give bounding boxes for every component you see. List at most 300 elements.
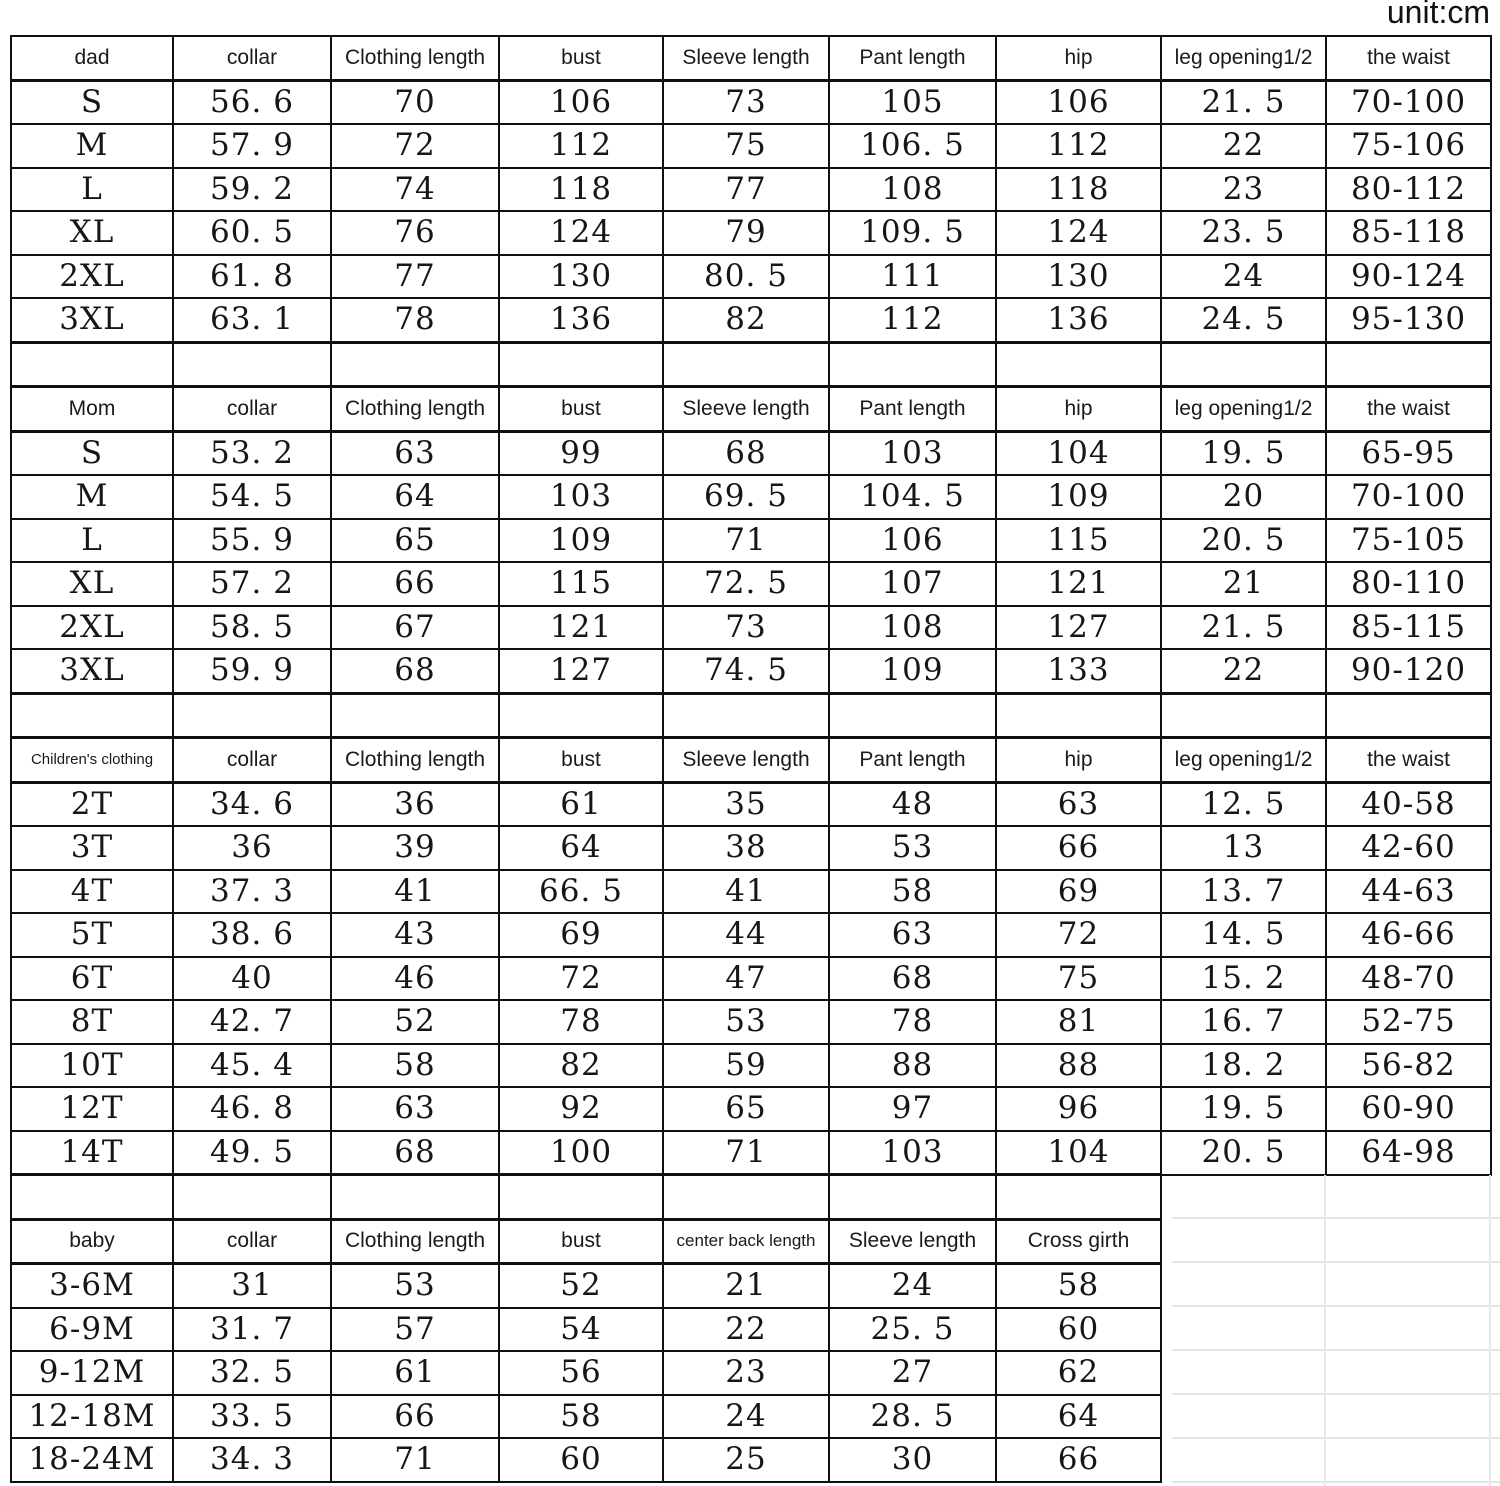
children-table-row <box>11 870 1491 914</box>
data-cell: 48-70 <box>1326 957 1491 1001</box>
empty-cell <box>11 693 173 738</box>
data-cell: L <box>11 519 173 563</box>
data-cell: 88 <box>829 1044 996 1088</box>
data-cell: 56. 6 <box>173 80 331 124</box>
data-cell: 77 <box>663 168 829 212</box>
data-cell: 104. 5 <box>829 475 996 519</box>
data-cell: 88 <box>996 1044 1161 1088</box>
data-cell: 65-95 <box>1326 431 1491 475</box>
data-cell: 108 <box>829 168 996 212</box>
data-cell: 46 <box>331 957 499 1001</box>
header-cell: center back length <box>663 1219 829 1264</box>
data-cell: 115 <box>499 562 663 606</box>
header-cell: Sleeve length <box>829 1219 996 1264</box>
header-cell: the waist <box>1326 36 1491 80</box>
empty-cell <box>663 1175 829 1220</box>
data-cell: 127 <box>499 649 663 693</box>
empty-cell <box>499 342 663 387</box>
data-cell: 69. 5 <box>663 475 829 519</box>
data-cell: 121 <box>996 562 1161 606</box>
data-cell: 127 <box>996 606 1161 650</box>
dad-table-row <box>11 298 1491 342</box>
data-cell: 64 <box>331 475 499 519</box>
data-cell: 73 <box>663 606 829 650</box>
data-cell: 96 <box>996 1087 1161 1131</box>
data-cell: 58. 5 <box>173 606 331 650</box>
data-cell: 45. 4 <box>173 1044 331 1088</box>
children-table-row <box>11 782 1491 826</box>
data-cell: 37. 3 <box>173 870 331 914</box>
data-cell: 2XL <box>11 255 173 299</box>
data-cell: 109 <box>829 649 996 693</box>
empty-cell <box>829 1175 996 1220</box>
header-cell: bust <box>499 36 663 80</box>
data-cell: 109. 5 <box>829 211 996 255</box>
children-table-row <box>11 957 1491 1001</box>
data-cell: 65 <box>663 1087 829 1131</box>
data-cell: 82 <box>663 298 829 342</box>
data-cell: 75 <box>663 124 829 168</box>
data-cell: 103 <box>829 431 996 475</box>
data-cell: 74 <box>331 168 499 212</box>
empty-cell <box>829 342 996 387</box>
header-cell: leg opening1/2 <box>1161 36 1326 80</box>
data-cell: 68 <box>829 957 996 1001</box>
data-cell: 24. 5 <box>1161 298 1326 342</box>
data-cell: 103 <box>829 1131 996 1175</box>
empty-cell <box>1326 1351 1491 1395</box>
empty-cell <box>1161 1351 1326 1395</box>
baby-table-row <box>11 1395 1491 1439</box>
header-cell: collar <box>173 738 331 783</box>
mom-table-row <box>11 606 1491 650</box>
grid-artifact-line <box>1489 1175 1491 1486</box>
children-table-row <box>11 1087 1491 1131</box>
mom-table-row <box>11 431 1491 475</box>
data-cell: 100 <box>499 1131 663 1175</box>
children-table-row <box>11 1044 1491 1088</box>
data-cell: 115 <box>996 519 1161 563</box>
data-cell: 130 <box>499 255 663 299</box>
data-cell: 10T <box>11 1044 173 1088</box>
data-cell: 69 <box>996 870 1161 914</box>
data-cell: 68 <box>331 649 499 693</box>
dad-table-row <box>11 211 1491 255</box>
data-cell: 107 <box>829 562 996 606</box>
spacer-row <box>11 342 1491 387</box>
data-cell: 35 <box>663 782 829 826</box>
data-cell: 23 <box>663 1351 829 1395</box>
data-cell: 80. 5 <box>663 255 829 299</box>
data-cell: 44 <box>663 913 829 957</box>
data-cell: 27 <box>829 1351 996 1395</box>
size-table <box>10 35 1492 1483</box>
data-cell: 112 <box>996 124 1161 168</box>
data-cell: 71 <box>663 519 829 563</box>
data-cell: 99 <box>499 431 663 475</box>
data-cell: 58 <box>331 1044 499 1088</box>
data-cell: 24 <box>1161 255 1326 299</box>
data-cell: 109 <box>996 475 1161 519</box>
data-cell: 56-82 <box>1326 1044 1491 1088</box>
data-cell: 30 <box>829 1438 996 1482</box>
data-cell: 20. 5 <box>1161 1131 1326 1175</box>
header-cell: Sleeve length <box>663 738 829 783</box>
data-cell: 22 <box>1161 124 1326 168</box>
header-cell: Mom <box>11 387 173 432</box>
data-cell: 38. 6 <box>173 913 331 957</box>
data-cell: 136 <box>996 298 1161 342</box>
data-cell: 8T <box>11 1000 173 1044</box>
data-cell: 66. 5 <box>499 870 663 914</box>
children-header-row <box>11 738 1491 783</box>
data-cell: 95-130 <box>1326 298 1491 342</box>
data-cell: 78 <box>331 298 499 342</box>
data-cell: 23 <box>1161 168 1326 212</box>
empty-cell <box>996 342 1161 387</box>
data-cell: 43 <box>331 913 499 957</box>
empty-cell <box>1326 1219 1491 1264</box>
data-cell: 41 <box>331 870 499 914</box>
data-cell: 24 <box>829 1264 996 1308</box>
data-cell: 3XL <box>11 649 173 693</box>
data-cell: 47 <box>663 957 829 1001</box>
header-cell: Pant length <box>829 387 996 432</box>
data-cell: 133 <box>996 649 1161 693</box>
data-cell: 23. 5 <box>1161 211 1326 255</box>
data-cell: 61. 8 <box>173 255 331 299</box>
data-cell: 16. 7 <box>1161 1000 1326 1044</box>
data-cell: 42-60 <box>1326 826 1491 870</box>
data-cell: 53 <box>829 826 996 870</box>
data-cell: XL <box>11 211 173 255</box>
data-cell: 85-115 <box>1326 606 1491 650</box>
data-cell: 77 <box>331 255 499 299</box>
header-cell: collar <box>173 1219 331 1264</box>
data-cell: 109 <box>499 519 663 563</box>
children-table-row <box>11 913 1491 957</box>
data-cell: 38 <box>663 826 829 870</box>
data-cell: 118 <box>499 168 663 212</box>
data-cell: 2T <box>11 782 173 826</box>
data-cell: 39 <box>331 826 499 870</box>
empty-cell <box>11 1175 173 1220</box>
dad-table-row <box>11 168 1491 212</box>
empty-cell <box>1161 1175 1326 1220</box>
data-cell: 21 <box>663 1264 829 1308</box>
data-cell: 61 <box>499 782 663 826</box>
empty-cell <box>1161 1438 1326 1482</box>
data-cell: 75 <box>996 957 1161 1001</box>
mom-table-row <box>11 475 1491 519</box>
data-cell: 67 <box>331 606 499 650</box>
data-cell: 68 <box>331 1131 499 1175</box>
data-cell: 21. 5 <box>1161 80 1326 124</box>
data-cell: 124 <box>996 211 1161 255</box>
data-cell: 12T <box>11 1087 173 1131</box>
data-cell: 78 <box>829 1000 996 1044</box>
data-cell: 70 <box>331 80 499 124</box>
data-cell: 92 <box>499 1087 663 1131</box>
data-cell: 90-120 <box>1326 649 1491 693</box>
header-cell: collar <box>173 387 331 432</box>
empty-cell <box>1161 693 1326 738</box>
data-cell: 2XL <box>11 606 173 650</box>
data-cell: 41 <box>663 870 829 914</box>
data-cell: 15. 2 <box>1161 957 1326 1001</box>
data-cell: 55. 9 <box>173 519 331 563</box>
children-table-row <box>11 826 1491 870</box>
grid-artifact-line <box>1172 1217 1500 1219</box>
data-cell: M <box>11 475 173 519</box>
data-cell: 136 <box>499 298 663 342</box>
data-cell: 19. 5 <box>1161 1087 1326 1131</box>
data-cell: 60. 5 <box>173 211 331 255</box>
empty-cell <box>1161 1264 1326 1308</box>
empty-cell <box>829 693 996 738</box>
empty-cell <box>173 1175 331 1220</box>
data-cell: 3XL <box>11 298 173 342</box>
data-cell: 108 <box>829 606 996 650</box>
data-cell: 6T <box>11 957 173 1001</box>
empty-cell <box>1161 1395 1326 1439</box>
data-cell: 40 <box>173 957 331 1001</box>
data-cell: 79 <box>663 211 829 255</box>
grid-artifact-line <box>1172 1305 1500 1307</box>
data-cell: 46. 8 <box>173 1087 331 1131</box>
header-cell: the waist <box>1326 738 1491 783</box>
header-cell: Clothing length <box>331 387 499 432</box>
data-cell: 111 <box>829 255 996 299</box>
data-cell: 62 <box>996 1351 1161 1395</box>
header-cell: baby <box>11 1219 173 1264</box>
data-cell: 42. 7 <box>173 1000 331 1044</box>
header-cell: bust <box>499 387 663 432</box>
header-cell: dad <box>11 36 173 80</box>
data-cell: 60 <box>499 1438 663 1482</box>
data-cell: 71 <box>663 1131 829 1175</box>
mom-table-row <box>11 519 1491 563</box>
data-cell: 36 <box>173 826 331 870</box>
data-cell: 22 <box>1161 649 1326 693</box>
data-cell: 124 <box>499 211 663 255</box>
baby-table-row <box>11 1264 1491 1308</box>
data-cell: 13. 7 <box>1161 870 1326 914</box>
mom-table-row <box>11 649 1491 693</box>
data-cell: 44-63 <box>1326 870 1491 914</box>
data-cell: 70-100 <box>1326 80 1491 124</box>
data-cell: 82 <box>499 1044 663 1088</box>
data-cell: 5T <box>11 913 173 957</box>
data-cell: 54 <box>499 1308 663 1352</box>
baby-table-row <box>11 1308 1491 1352</box>
header-cell: Sleeve length <box>663 387 829 432</box>
empty-cell <box>663 693 829 738</box>
data-cell: 34. 3 <box>173 1438 331 1482</box>
data-cell: 54. 5 <box>173 475 331 519</box>
data-cell: 20. 5 <box>1161 519 1326 563</box>
data-cell: 6-9M <box>11 1308 173 1352</box>
data-cell: 75-106 <box>1326 124 1491 168</box>
empty-cell <box>663 342 829 387</box>
children-table-row <box>11 1131 1491 1175</box>
data-cell: 60-90 <box>1326 1087 1491 1131</box>
data-cell: 85-118 <box>1326 211 1491 255</box>
data-cell: 28. 5 <box>829 1395 996 1439</box>
data-cell: 68 <box>663 431 829 475</box>
data-cell: XL <box>11 562 173 606</box>
data-cell: 106. 5 <box>829 124 996 168</box>
data-cell: 74. 5 <box>663 649 829 693</box>
data-cell: 63 <box>331 1087 499 1131</box>
header-cell: leg opening1/2 <box>1161 738 1326 783</box>
data-cell: 12-18M <box>11 1395 173 1439</box>
data-cell: 75-105 <box>1326 519 1491 563</box>
data-cell: 72. 5 <box>663 562 829 606</box>
data-cell: 18. 2 <box>1161 1044 1326 1088</box>
header-cell: Sleeve length <box>663 36 829 80</box>
empty-cell <box>1326 1438 1491 1482</box>
data-cell: 25 <box>663 1438 829 1482</box>
grid-artifact-line <box>1172 1261 1500 1263</box>
data-cell: 52 <box>331 1000 499 1044</box>
empty-cell <box>331 1175 499 1220</box>
data-cell: 57. 2 <box>173 562 331 606</box>
header-cell: bust <box>499 738 663 783</box>
data-cell: 130 <box>996 255 1161 299</box>
data-cell: 66 <box>996 826 1161 870</box>
empty-cell <box>331 342 499 387</box>
empty-cell <box>1326 693 1491 738</box>
data-cell: 18-24M <box>11 1438 173 1482</box>
data-cell: S <box>11 431 173 475</box>
empty-cell <box>1161 1219 1326 1264</box>
data-cell: 103 <box>499 475 663 519</box>
spacer-row <box>11 693 1491 738</box>
data-cell: 104 <box>996 431 1161 475</box>
header-cell: collar <box>173 36 331 80</box>
mom-table-row <box>11 562 1491 606</box>
data-cell: 31 <box>173 1264 331 1308</box>
data-cell: 21 <box>1161 562 1326 606</box>
data-cell: 78 <box>499 1000 663 1044</box>
data-cell: 33. 5 <box>173 1395 331 1439</box>
data-cell: 3-6M <box>11 1264 173 1308</box>
baby-table-row <box>11 1438 1491 1482</box>
data-cell: 90-124 <box>1326 255 1491 299</box>
grid-artifact-line <box>1172 1437 1500 1439</box>
empty-cell <box>1326 1264 1491 1308</box>
children-table-row <box>11 1000 1491 1044</box>
data-cell: 12. 5 <box>1161 782 1326 826</box>
baby-header-row <box>11 1219 1491 1264</box>
header-cell: Pant length <box>829 738 996 783</box>
header-cell: Clothing length <box>331 1219 499 1264</box>
header-cell: Clothing length <box>331 36 499 80</box>
data-cell: 13 <box>1161 826 1326 870</box>
grid-artifact-line <box>1172 1393 1500 1395</box>
dad-table-row <box>11 255 1491 299</box>
data-cell: 81 <box>996 1000 1161 1044</box>
data-cell: 21. 5 <box>1161 606 1326 650</box>
data-cell: 31. 7 <box>173 1308 331 1352</box>
header-cell: bust <box>499 1219 663 1264</box>
empty-cell <box>1326 1308 1491 1352</box>
empty-cell <box>1326 1175 1491 1220</box>
data-cell: 63 <box>829 913 996 957</box>
data-cell: 61 <box>331 1351 499 1395</box>
data-cell: 53 <box>331 1264 499 1308</box>
mom-header-row <box>11 387 1491 432</box>
baby-table-row <box>11 1351 1491 1395</box>
data-cell: 56 <box>499 1351 663 1395</box>
data-cell: 121 <box>499 606 663 650</box>
empty-cell <box>1161 1308 1326 1352</box>
grid-artifact-line <box>1172 1349 1500 1351</box>
header-cell: the waist <box>1326 387 1491 432</box>
header-cell: hip <box>996 387 1161 432</box>
data-cell: 112 <box>499 124 663 168</box>
empty-cell <box>996 1175 1161 1220</box>
data-cell: 72 <box>331 124 499 168</box>
data-cell: 49. 5 <box>173 1131 331 1175</box>
data-cell: 24 <box>663 1395 829 1439</box>
header-cell: Clothing length <box>331 738 499 783</box>
data-cell: 64 <box>996 1395 1161 1439</box>
spacer-row <box>11 1175 1491 1220</box>
data-cell: 106 <box>996 80 1161 124</box>
data-cell: 66 <box>996 1438 1161 1482</box>
dad-header-row <box>11 36 1491 80</box>
grid-artifact-line <box>1172 1481 1500 1483</box>
data-cell: 14. 5 <box>1161 913 1326 957</box>
empty-cell <box>1326 342 1491 387</box>
empty-cell <box>173 342 331 387</box>
data-cell: 53. 2 <box>173 431 331 475</box>
data-cell: 97 <box>829 1087 996 1131</box>
data-cell: 64-98 <box>1326 1131 1491 1175</box>
data-cell: 66 <box>331 1395 499 1439</box>
data-cell: 22 <box>663 1308 829 1352</box>
data-cell: 70-100 <box>1326 475 1491 519</box>
data-cell: 57 <box>331 1308 499 1352</box>
header-cell: hip <box>996 738 1161 783</box>
header-cell: Pant length <box>829 36 996 80</box>
data-cell: 63 <box>996 782 1161 826</box>
data-cell: S <box>11 80 173 124</box>
data-cell: 66 <box>331 562 499 606</box>
data-cell: 104 <box>996 1131 1161 1175</box>
data-cell: 52 <box>499 1264 663 1308</box>
data-cell: 59 <box>663 1044 829 1088</box>
data-cell: 4T <box>11 870 173 914</box>
data-cell: 76 <box>331 211 499 255</box>
empty-cell <box>1326 1395 1491 1439</box>
empty-cell <box>1161 342 1326 387</box>
empty-cell <box>499 1175 663 1220</box>
empty-cell <box>11 342 173 387</box>
data-cell: 60 <box>996 1308 1161 1352</box>
data-cell: 57. 9 <box>173 124 331 168</box>
data-cell: 106 <box>499 80 663 124</box>
grid-artifact-line <box>1324 1175 1326 1486</box>
data-cell: 48 <box>829 782 996 826</box>
data-cell: 19. 5 <box>1161 431 1326 475</box>
data-cell: 71 <box>331 1438 499 1482</box>
data-cell: 9-12M <box>11 1351 173 1395</box>
data-cell: 59. 2 <box>173 168 331 212</box>
data-cell: 34. 6 <box>173 782 331 826</box>
